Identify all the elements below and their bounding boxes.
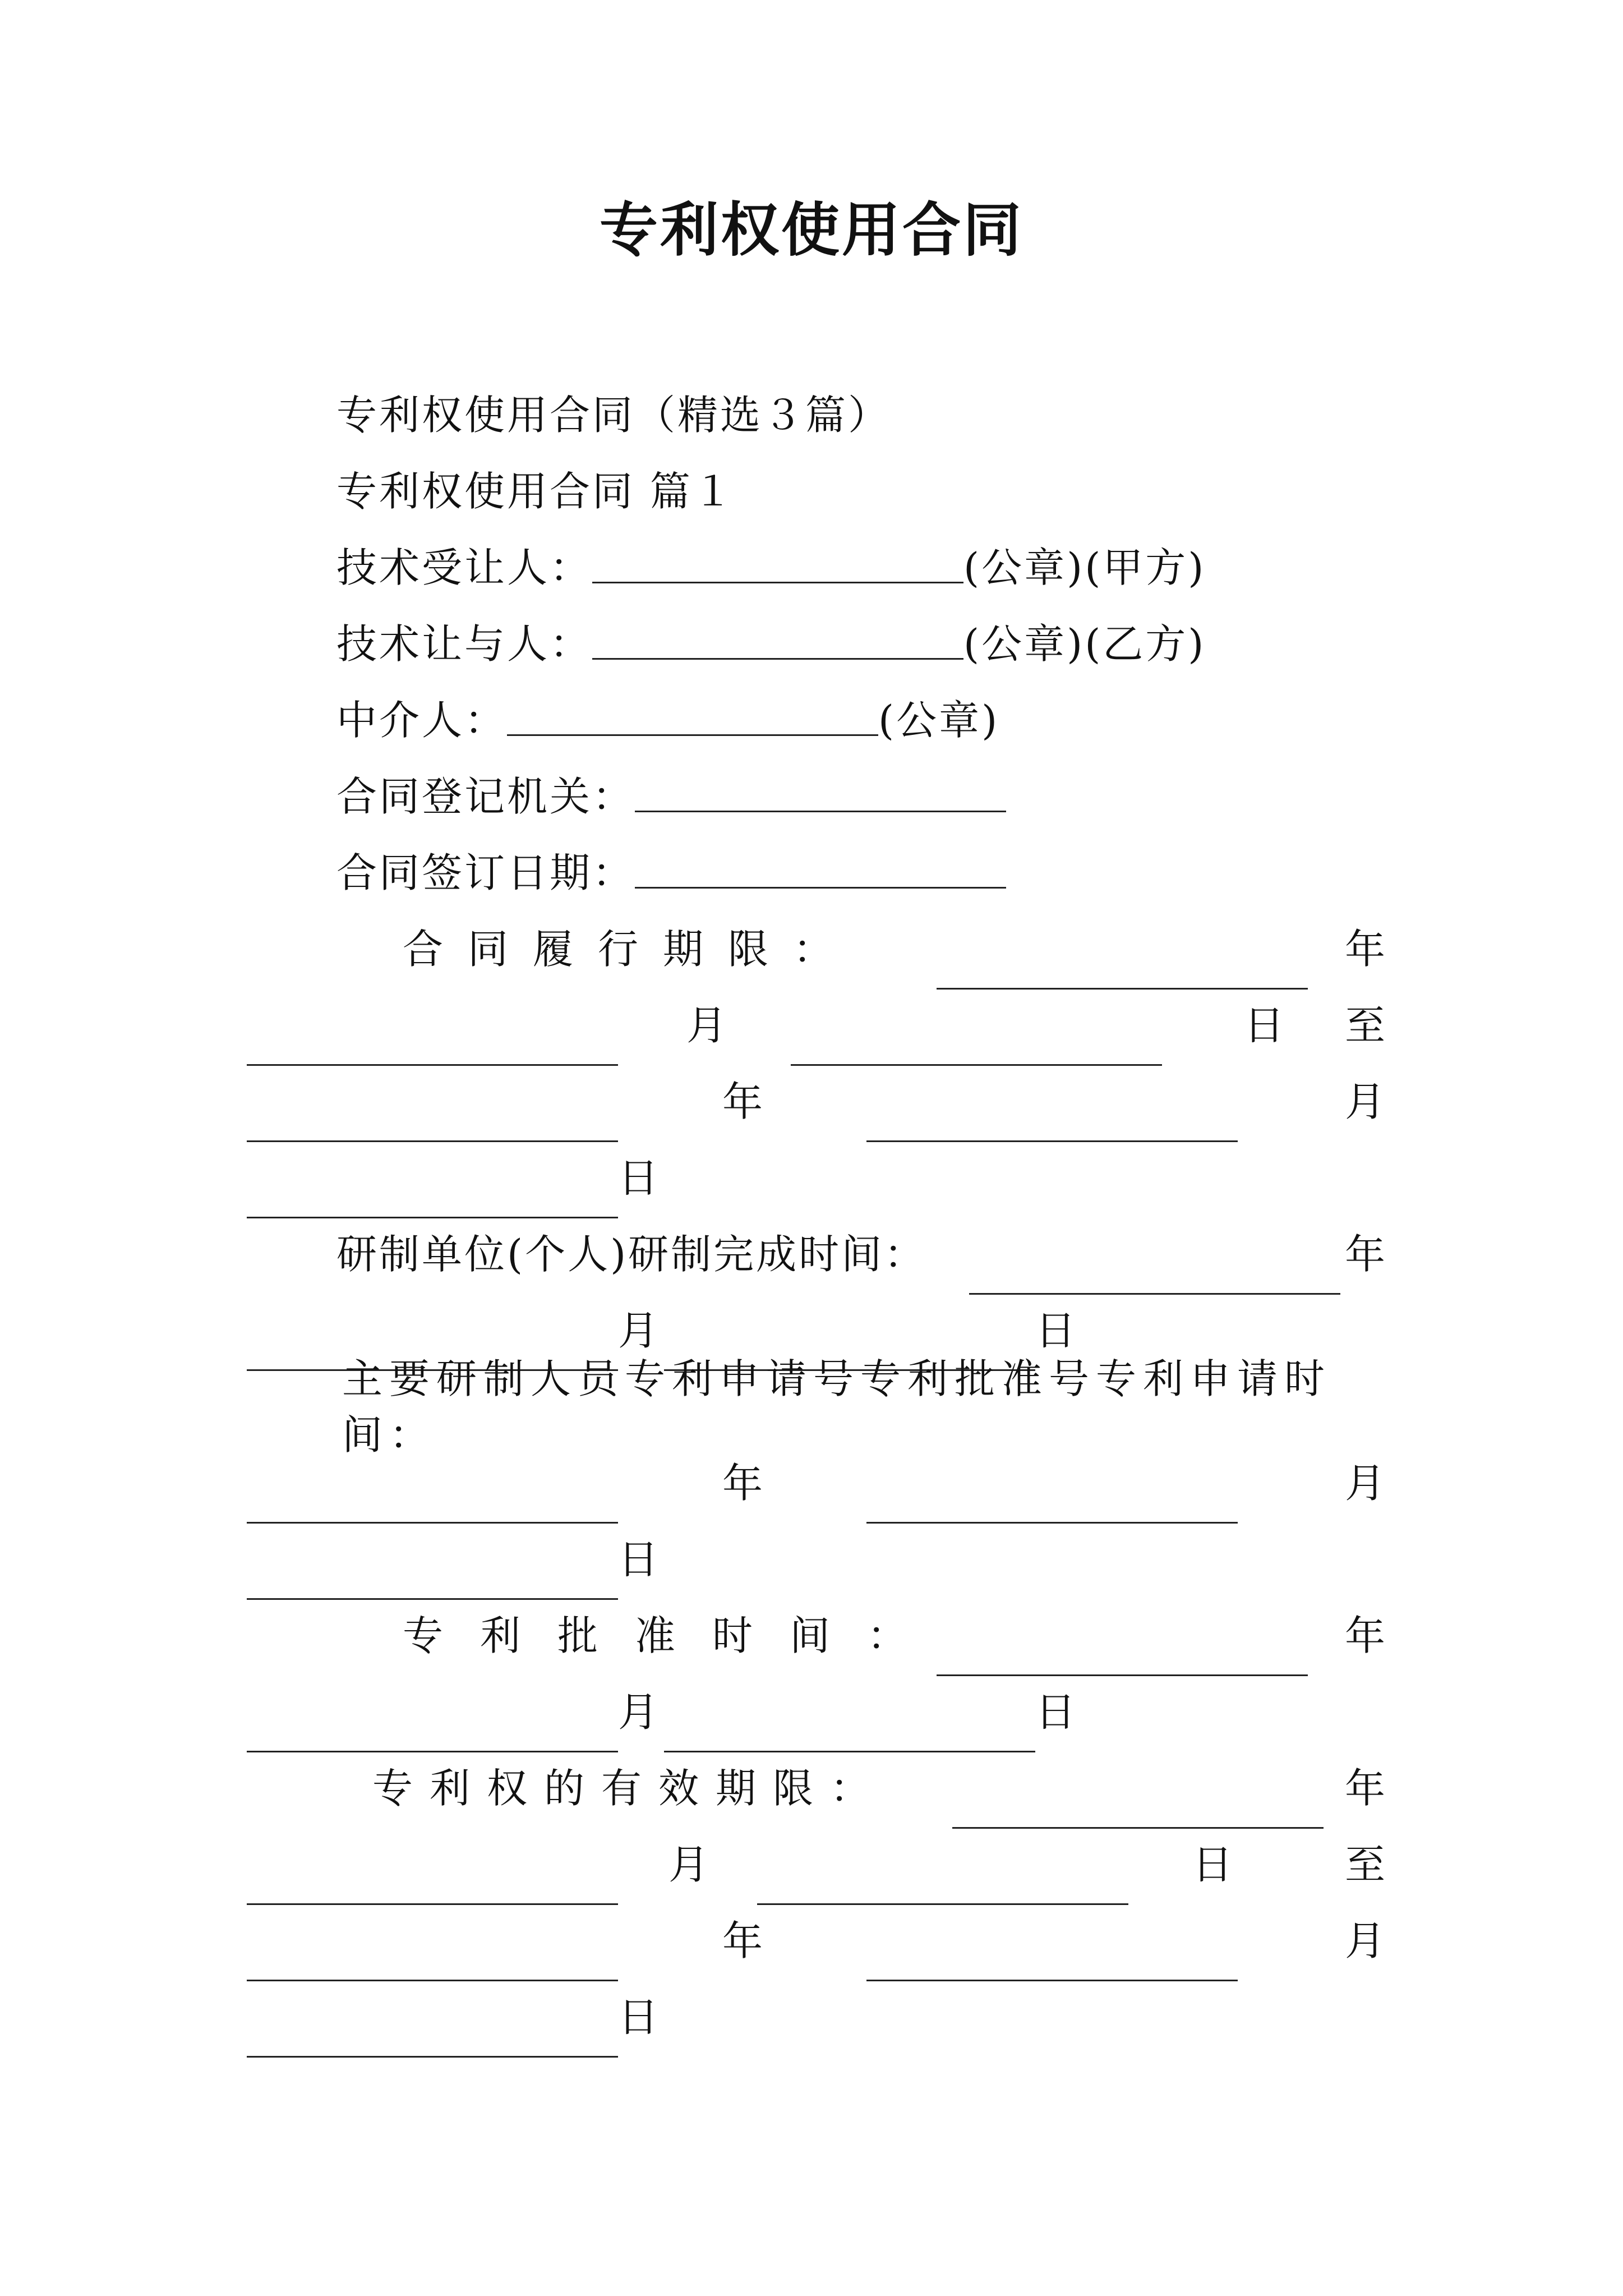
performance-start-day-blank[interactable]: [791, 1010, 1162, 1066]
transferee-line: [336, 540, 1206, 596]
signing-date-blank[interactable]: [635, 857, 1006, 889]
performance-term-line-2: [247, 997, 1385, 1053]
performance-end-day-blank[interactable]: [247, 1162, 618, 1218]
performance-to-text: 至: [1344, 1002, 1385, 1049]
validity-month-text: 月: [668, 1841, 709, 1888]
approval-year-blank[interactable]: [937, 1620, 1308, 1676]
performance-start-month-blank[interactable]: [247, 1010, 618, 1066]
main-staff-line-2: [247, 1455, 1385, 1511]
performance-end-year-text: 年: [722, 1078, 763, 1125]
approval-year-text: 年: [1344, 1612, 1385, 1659]
application-day-blank[interactable]: [247, 1544, 618, 1600]
transferor-label: 技术让与人：: [336, 620, 593, 668]
completion-year-blank[interactable]: [969, 1239, 1340, 1295]
approval-month-blank[interactable]: [247, 1696, 618, 1752]
completion-time-line-2: [247, 1303, 1385, 1359]
completion-day-text: 日: [1035, 1307, 1076, 1354]
intermediary-suffix: (公章): [878, 697, 1000, 744]
approval-day-text: 日: [1035, 1688, 1076, 1736]
approval-time-label: 专利批准时间：: [403, 1612, 945, 1659]
registration-authority-blank[interactable]: [635, 781, 1006, 812]
transferor-line: [336, 616, 1206, 672]
approval-time-line-2: [247, 1684, 1385, 1740]
application-year-text: 年: [722, 1460, 763, 1507]
application-day-text: 日: [618, 1536, 659, 1583]
registration-authority-line: [336, 769, 1006, 825]
validity-year-text: 年: [1344, 1765, 1385, 1812]
completion-time-label: 研制单位(个人)研制完成时间：: [336, 1231, 927, 1278]
performance-start-year-blank[interactable]: [937, 933, 1308, 990]
completion-time-line-1: [247, 1226, 1385, 1282]
validity-start-month-blank[interactable]: [247, 1849, 618, 1905]
performance-end-month-text: 月: [1344, 1078, 1385, 1125]
performance-end-month-blank[interactable]: [866, 1086, 1238, 1142]
performance-month-text: 月: [686, 1002, 727, 1049]
performance-year-text: 年: [1344, 926, 1385, 973]
transferee-suffix: (公章)(甲方): [963, 544, 1206, 591]
application-year-blank[interactable]: [247, 1467, 618, 1524]
validity-end-year-blank[interactable]: [247, 1925, 618, 1981]
main-staff-line-1: [247, 1355, 1385, 1458]
intermediary-line: [336, 692, 999, 748]
performance-end-year-blank[interactable]: [247, 1086, 618, 1142]
document-subtitle: 专利权使用合同（精选３篇）: [336, 392, 891, 439]
completion-month-text: 月: [618, 1307, 659, 1354]
validity-start-day-blank[interactable]: [757, 1849, 1128, 1905]
performance-term-label: 合同履行期限：: [403, 926, 859, 973]
performance-day-text: 日: [1244, 1002, 1285, 1049]
intermediary-blank[interactable]: [507, 705, 878, 736]
transferee-blank[interactable]: [592, 552, 963, 583]
validity-term-line-4: [247, 1989, 1385, 2045]
transferee-label: 技术受让人：: [336, 544, 593, 591]
transferor-suffix: (公章)(乙方): [963, 620, 1206, 668]
section-heading: 专利权使用合同 篇１: [336, 468, 735, 515]
application-month-text: 月: [1344, 1460, 1385, 1507]
main-staff-label: 主要研制人员专利申请号专利批准号专利申请时间：: [342, 1355, 1332, 1458]
validity-term-line-2: [247, 1837, 1385, 1893]
validity-end-month-text: 月: [1344, 1917, 1385, 1964]
completion-year-text: 年: [1344, 1231, 1385, 1278]
performance-term-line-3: [247, 1074, 1385, 1130]
approval-time-line-1: [247, 1608, 1385, 1664]
application-month-blank[interactable]: [866, 1467, 1238, 1524]
validity-term-line-3: [247, 1913, 1385, 1969]
approval-month-text: 月: [618, 1688, 659, 1736]
validity-term-label: 专利权的有效期限：: [372, 1765, 888, 1812]
intermediary-label: 中介人：: [336, 697, 508, 744]
validity-start-year-blank[interactable]: [952, 1773, 1324, 1829]
registration-authority-label: 合同登记机关：: [336, 773, 635, 820]
performance-term-line-1: [247, 921, 1385, 977]
performance-end-day-text: 日: [618, 1154, 659, 1202]
validity-end-day-blank[interactable]: [247, 2001, 618, 2058]
signing-date-line: [336, 845, 1006, 901]
validity-end-day-text: 日: [618, 1994, 659, 2041]
performance-term-line-4: [247, 1150, 1385, 1206]
main-staff-line-3: [247, 1531, 1385, 1588]
signing-date-label: 合同签订日期：: [336, 849, 635, 896]
validity-term-line-1: [247, 1760, 1385, 1816]
validity-to-text: 至: [1344, 1841, 1385, 1888]
validity-end-year-text: 年: [722, 1917, 763, 1964]
transferor-blank[interactable]: [592, 628, 963, 660]
document-title: 专利权使用合同: [599, 196, 1023, 264]
approval-day-blank[interactable]: [664, 1696, 1035, 1752]
validity-end-month-blank[interactable]: [866, 1925, 1238, 1981]
validity-day-text: 日: [1192, 1841, 1233, 1888]
